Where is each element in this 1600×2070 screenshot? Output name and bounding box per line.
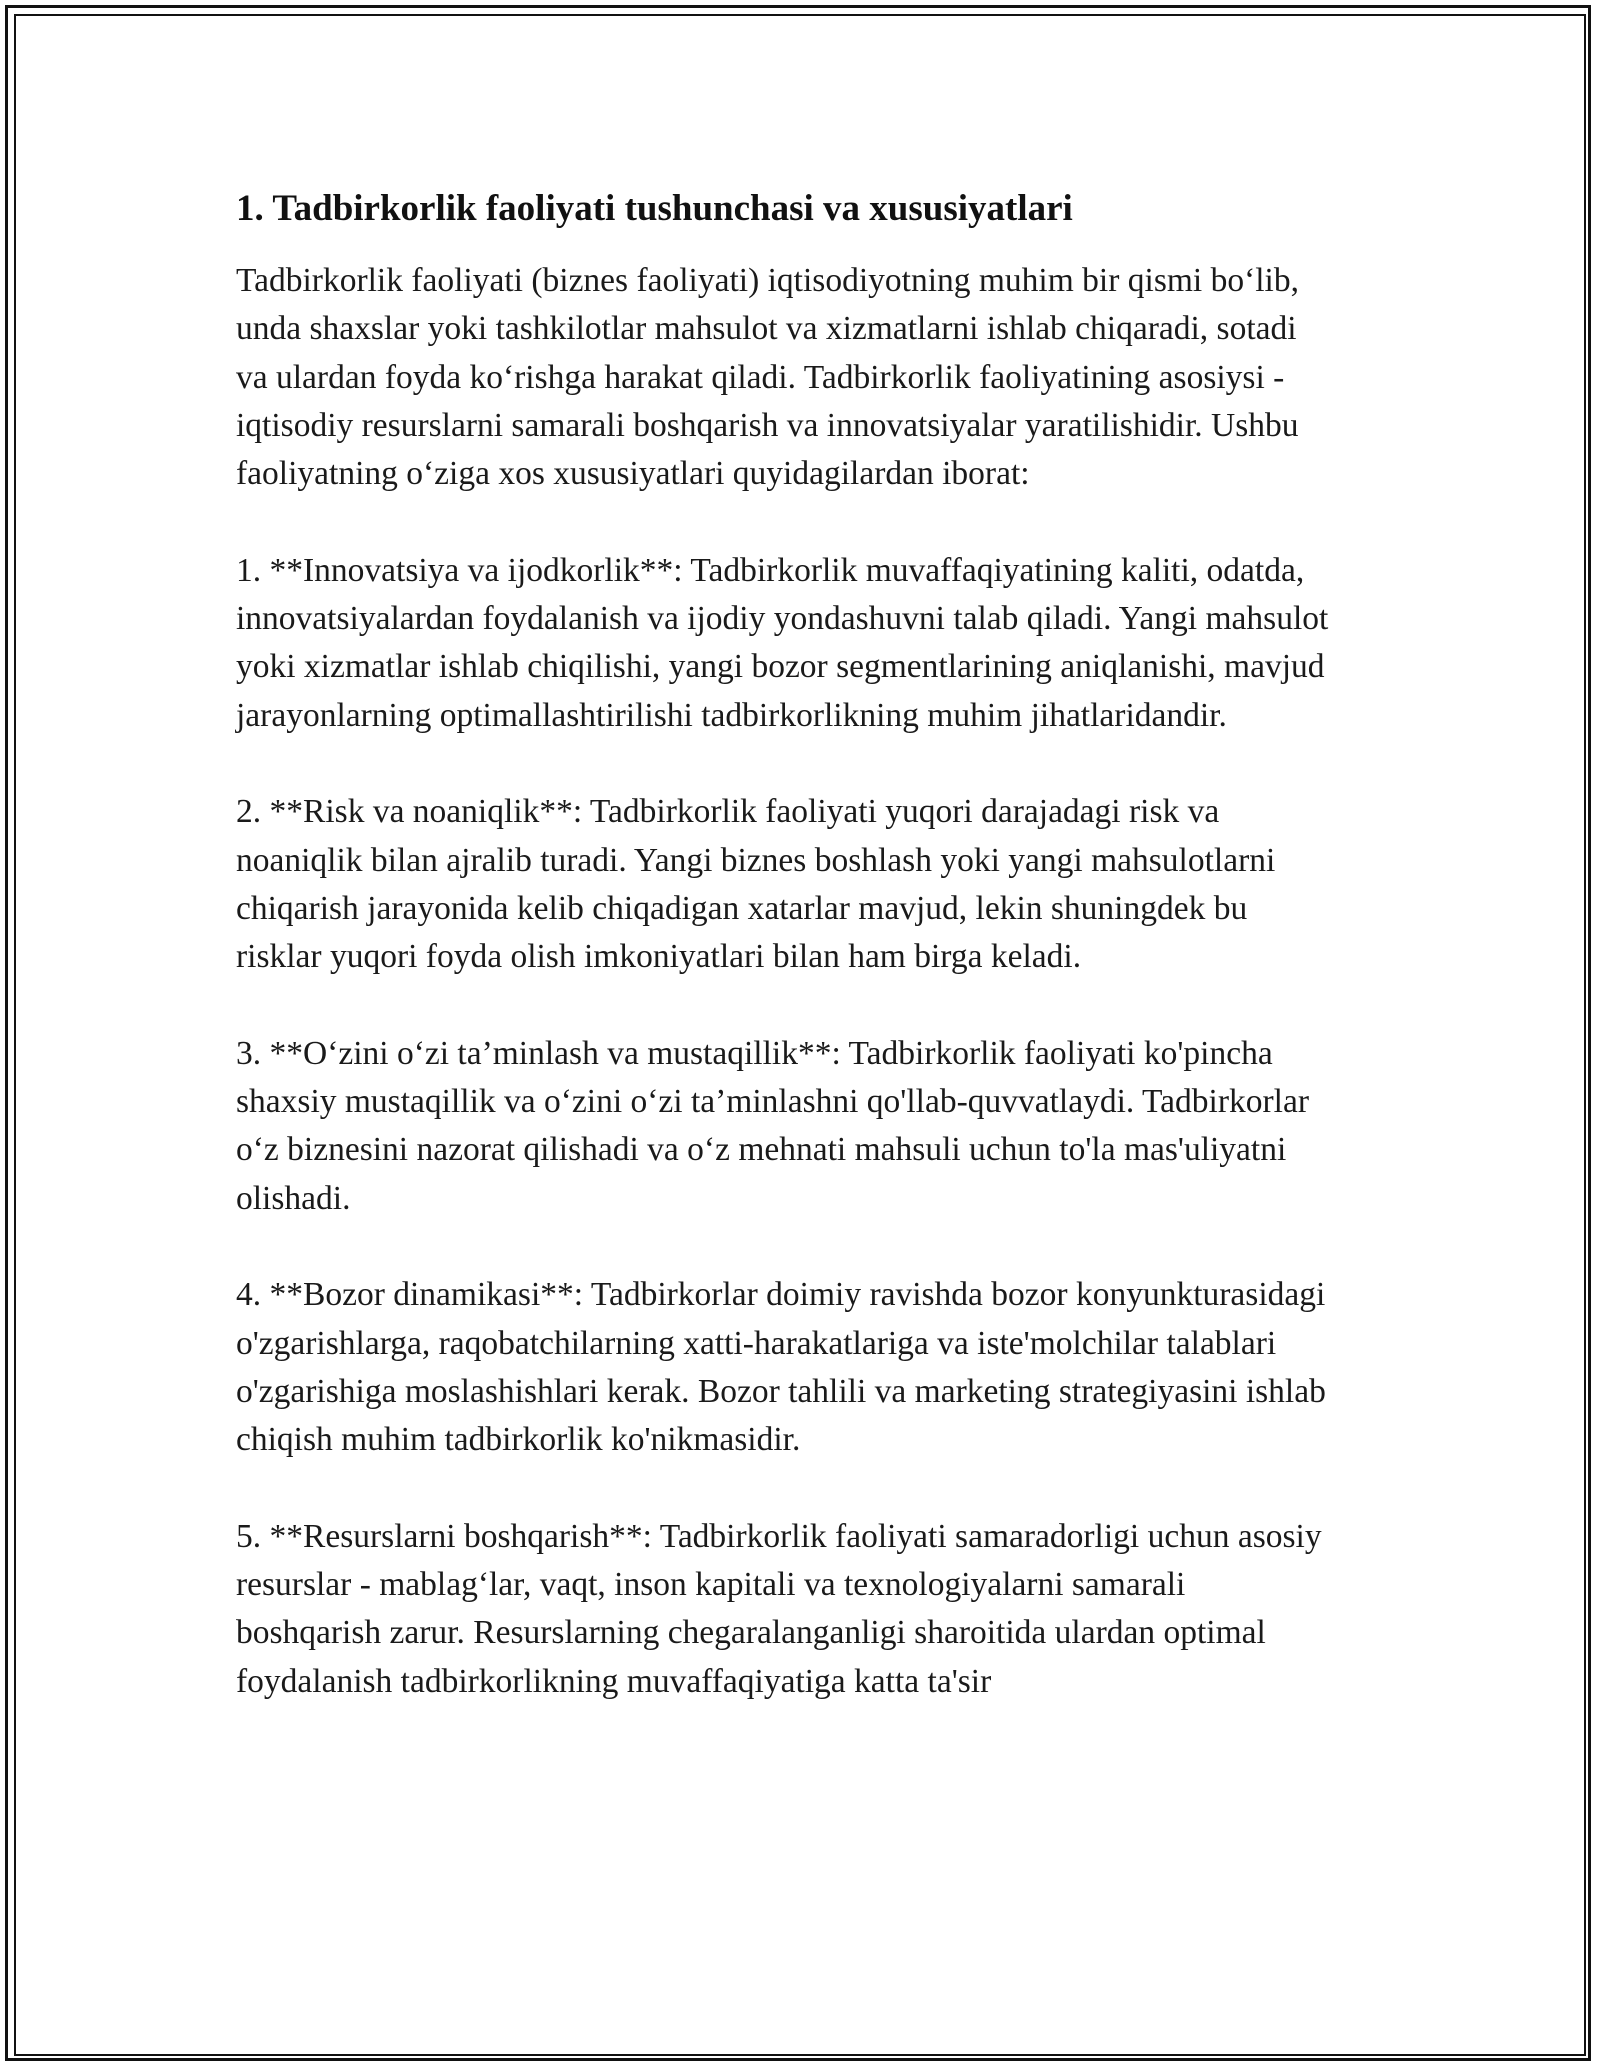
list-item-independence: 3. **O‘zini o‘zi ta’minlash va mustaqillik**: Tadbirkorlik faoliyati ko'pincha shaxsiy mustaqillik va o‘zini o‘zi ta’minlashni qo'llab-quvvatlaydi. Tadbirkorlar o‘z biznesini nazorat qilishadi va o‘z mehnati mahsuli uchun to'la mas'uliyatni olishadi. [236,1034,1309,1217]
list-item-risk: 2. **Risk va noaniqlik**: Tadbirkorlik faoliyati yuqori darajadagi risk va noaniqlik bilan ajralib turadi. Yangi biznes boshlash yoki yangi mahsulotlarni chiqarish jarayonida kelib chiqadigan xatarlar mavjud, lekin shuningdek bu risklar yuqori foyda olish imkoniyatlari bilan ham birga keladi. [236,793,1276,976]
list-item-resource-management: 5. **Resurslarni boshqarish**: Tadbirkorlik faoliyati samaradorligi uchun asosiy resurslar - mablag‘lar, vaqt, inson kapitali va texnologiyalarni samarali boshqarish zarur. Resurslarning chegaralanganligi sharoitida ulardan optimal foydalanish tadbirkorlikning muvaffaqiyatiga katta ta'sir [236,1517,1322,1700]
section-heading: 1. Tadbirkorlik faoliyati tushunchasi va xususiyatlari [236,188,1073,229]
list-item-innovation: 1. **Innovatsiya va ijodkorlik**: Tadbirkorlik muvaffaqiyatining kaliti, odatda, innovatsiyalardan foydalanish va ijodiy yondashuvni talab qiladi. Yangi mahsulot yoki xizmatlar ishlab chiqilishi, yangi bozor segmentlarining aniqlanishi, mavjud jarayonlarning optimallashtirilishi tadbirkorlikning muhim jihatlaridandir. [236,551,1329,734]
intro-paragraph: Tadbirkorlik faoliyati (biznes faoliyati) iqtisodiyotning muhim bir qismi bo‘lib, unda shaxslar yoki tashkilotlar mahsulot va xizmatlarni ishlab chiqaradi, sotadi va ulardan foyda ko‘rishga harakat qiladi. Tadbirkorlik faoliyatining asosiysi - iqtisodiy resurslarni samarali boshqarish va innovatsiyalar yaratilishidir. Ushbu faoliyatning o‘ziga xos xususiyatlari quyidagilardan iborat: [236,262,1299,493]
document-body [236,186,1336,1754]
list-item-market-dynamics: 4. **Bozor dinamikasi**: Tadbirkorlar doimiy ravishda bozor konyunkturasidagi o'zgarishlarga, raqobatchilarning xatti-harakatlariga va iste'molchilar talablari o'zgarishiga moslashishlari kerak. Bozor tahlili va marketing strategiyasini ishlab chiqish muhim tadbirkorlik ko'nikmasidir. [236,1276,1326,1459]
